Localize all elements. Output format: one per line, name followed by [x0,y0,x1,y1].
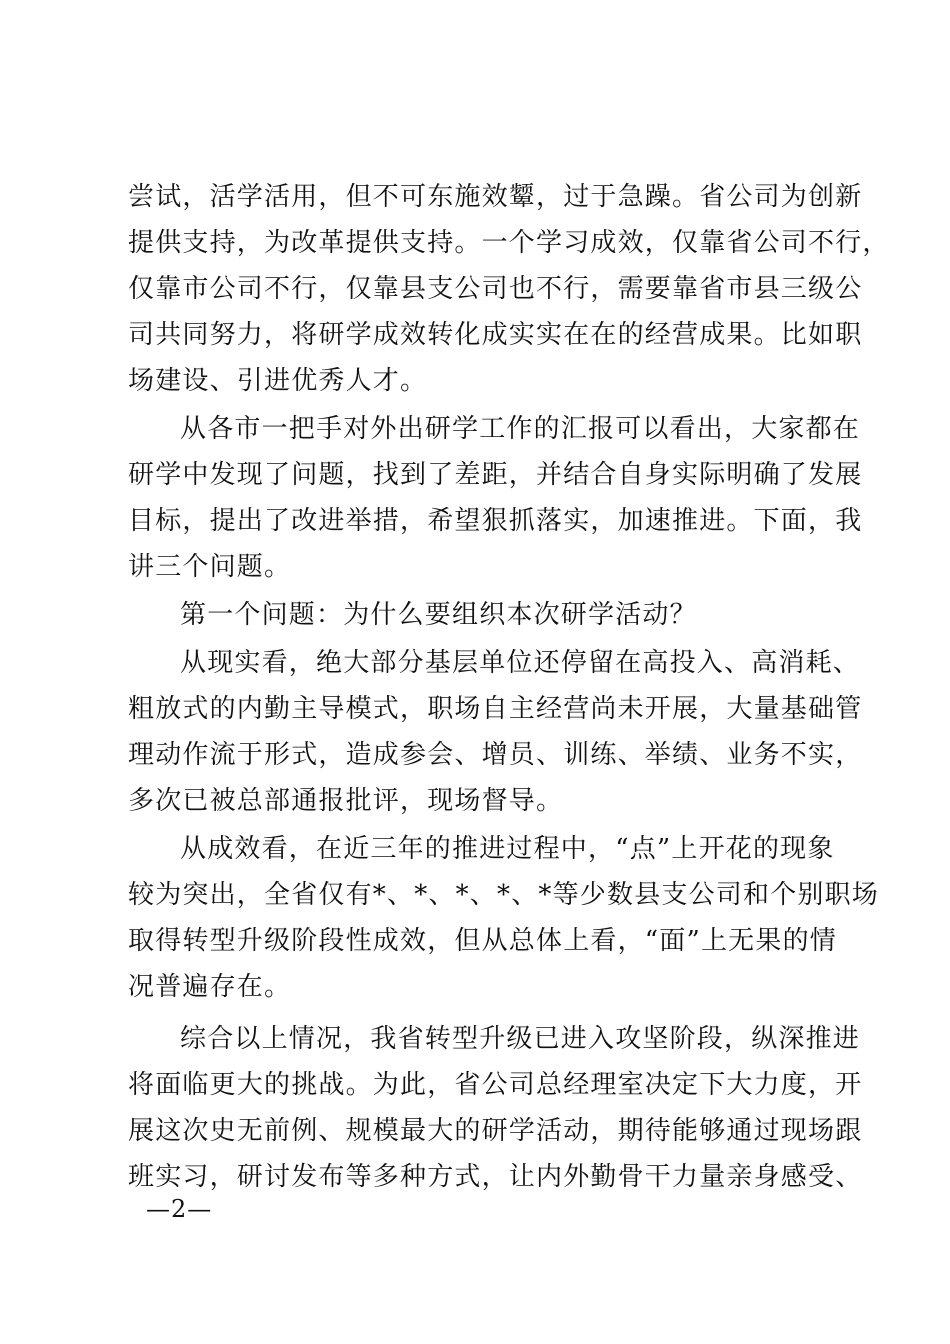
text-line: 提供支持，为改革提供支持。一个学习成效，仅靠省公司不行， [128,228,890,258]
text-line: 场建设、引进优秀人才。 [128,366,428,396]
text-line: 司共同努力，将研学成效转化成实实在在的经营成果。比如职 [128,320,863,350]
paragraph-5 [128,1016,863,1200]
text-line: 取得转型升级阶段性成效，但从总体上看，“面”上无果的情 [128,926,837,956]
text-line: 研学中发现了问题，找到了差距，并结合自身实际明确了发展 [128,460,863,490]
text-line: 将面临更大的挑战。为此，省公司总经理室决定下大力度，开 [128,1070,863,1100]
text-line: 尝试，活学活用，但不可东施效颦，过于急躁。省公司为创新 [128,182,863,212]
text-line: 综合以上情况，我省转型升级已进入攻坚阶段，纵深推进 [180,1024,861,1054]
text-line: 从各市一把手对外出研学工作的汇报可以看出，大家都在 [180,414,861,444]
text-line: 理动作流于形式，造成参会、增员、训练、举绩、业务不实， [128,740,863,770]
text-line: 较为突出，全省仅有*、*、*、*、*等少数县支公司和个别职场 [128,880,880,910]
text-line: 从成效看，在近三年的推进过程中，“点”上开花的现象 [180,834,835,864]
text-line: 多次已被总部通报批评，现场督导。 [128,786,564,816]
document-body [128,174,890,1200]
paragraph-1 [128,174,890,404]
page-number: —2— [146,1195,213,1223]
text-line: 从现实看，绝大部分基层单位还停留在高投入、高消耗、 [180,648,861,678]
paragraph-4 [128,826,880,1010]
paragraph-3 [128,640,863,824]
text-line: 粗放式的内勤主导模式，职场自主经营尚未开展，大量基础管 [128,694,863,724]
section-heading [128,592,828,638]
text-line: 况普遍存在。 [128,972,292,1002]
paragraph-2 [128,406,863,590]
text-line: 班实习，研讨发布等多种方式，让内外勤骨干力量亲身感受、 [128,1162,863,1192]
text-line: 仅靠市公司不行，仅靠县支公司也不行，需要靠省市县三级公 [128,274,863,304]
text-line: 目标，提出了改进举措，希望狠抓落实，加速推进。下面，我 [128,506,863,536]
text-line: 展这次史无前例、规模最大的研学活动，期待能够通过现场跟 [128,1116,863,1146]
heading-line: 第一个问题：为什么要组织本次研学活动？ [180,600,697,630]
text-line: 讲三个问题。 [128,552,292,582]
